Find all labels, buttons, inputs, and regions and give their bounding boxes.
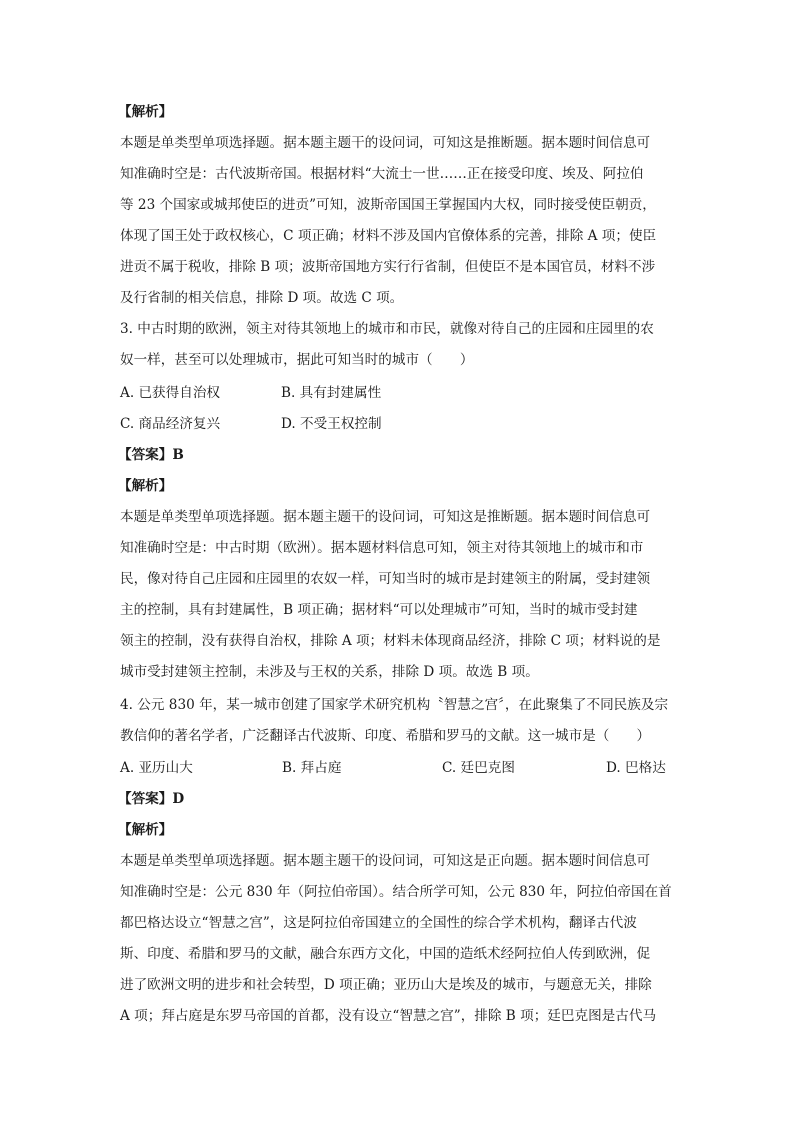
analysis-header: 【解析】 bbox=[118, 822, 173, 838]
option-d: D. 不受王权控制 bbox=[281, 416, 382, 432]
question-stem: 3. 中古时期的欧洲，领主对待其领地上的城市和市民，就像对待自己的庄园和庄园里的农 bbox=[120, 321, 654, 337]
option-b: B. 具有封建属性 bbox=[281, 385, 382, 401]
analysis-line: 民，像对待自己庄园和庄园里的农奴一样，可知当时的城市是封建领主的附属，受封建领 bbox=[120, 571, 651, 587]
analysis-line: 进贡不属于税收，排除 B 项；波斯帝国地方实行行省制，但使臣不是本国官员，材料不涉 bbox=[120, 259, 656, 275]
option-b: B. 拜占庭 bbox=[282, 760, 342, 776]
analysis-line: 知准确时空是：中古时期（欧洲）。据本题材料信息可知，领主对待其领地上的城市和市 bbox=[120, 540, 644, 556]
question-stem: 奴一样，甚至可以处理城市，据此可知当时的城市（ ） bbox=[120, 352, 474, 368]
analysis-line: 体现了国王处于政权核心，C 项正确；材料不涉及国内官僚体系的完善，排除 A 项；使臣 bbox=[120, 228, 657, 244]
analysis-line: 等 23 个国家或城邦使臣的进贡”可知，波斯帝国国王掌握国内大权，同时接受使臣朝贡， bbox=[120, 197, 656, 213]
analysis-line: 本题是单类型单项选择题。据本题主题干的设问词，可知这是正向题。据本题时间信息可 bbox=[120, 853, 651, 869]
analysis-line: 主的控制，具有封建属性，B 项正确；据材料“可以处理城市”可知，当时的城市受封建 bbox=[120, 602, 638, 618]
analysis-line: 城市受封建领主控制，未涉及与王权的关系，排除 D 项。故选 B 项。 bbox=[120, 664, 539, 680]
option-c: C. 商品经济复兴 bbox=[120, 416, 221, 432]
analysis-line: 都巴格达设立“智慧之宫”，这是阿拉伯帝国建立的全国性的综合学术机构，翻译古代波 bbox=[120, 915, 637, 931]
analysis-line: 进了欧洲文明的进步和社会转型，D 项正确；亚历山大是埃及的城市，与题意无关，排除 bbox=[120, 977, 652, 993]
answer-label: 【答案】D bbox=[118, 791, 185, 807]
option-c: C. 廷巴克图 bbox=[442, 760, 515, 776]
analysis-line: 及行省制的相关信息，排除 D 项。故选 C 项。 bbox=[120, 290, 404, 306]
analysis-header: 【解析】 bbox=[118, 478, 173, 494]
option-a: A. 亚历山大 bbox=[120, 760, 193, 776]
question-stem: 教信仰的著名学者，广泛翻译古代波斯、印度、希腊和罗马的文献。这一城市是（ ） bbox=[120, 728, 651, 744]
analysis-line: 知准确时空是：古代波斯帝国。根据材料“大流士一世……正在接受印度、埃及、阿拉伯 bbox=[120, 166, 644, 182]
analysis-line: A 项；拜占庭是东罗马帝国的首都，没有设立“智慧之宫”，排除 B 项；廷巴克图是古代马 bbox=[120, 1008, 657, 1024]
analysis-line: 知准确时空是：公元 830 年（阿拉伯帝国）。结合所学可知，公元 830 年，阿拉伯帝国在首 bbox=[120, 884, 672, 900]
analysis-line: 本题是单类型单项选择题。据本题主题干的设问词，可知这是推断题。据本题时间信息可 bbox=[120, 135, 651, 151]
option-a: A. 已获得自治权 bbox=[120, 385, 221, 401]
question-stem: 4. 公元 830 年，某一城市创建了国家学术研究机构〝智慧之宫〞，在此聚集了不同民族及宗 bbox=[120, 697, 669, 713]
analysis-header: 【解析】 bbox=[118, 104, 173, 120]
analysis-line: 斯、印度、希腊和罗马的文献，融合东西方文化，中国的造纸术经阿拉伯人传到欧洲，促 bbox=[120, 946, 651, 962]
analysis-line: 领主的控制，没有获得自治权，排除 A 项；材料未体现商品经济，排除 C 项；材料说的是 bbox=[120, 633, 661, 649]
answer-label: 【答案】B bbox=[118, 447, 184, 463]
option-d: D. 巴格达 bbox=[606, 760, 666, 776]
analysis-line: 本题是单类型单项选择题。据本题主题干的设问词，可知这是推断题。据本题时间信息可 bbox=[120, 509, 651, 525]
